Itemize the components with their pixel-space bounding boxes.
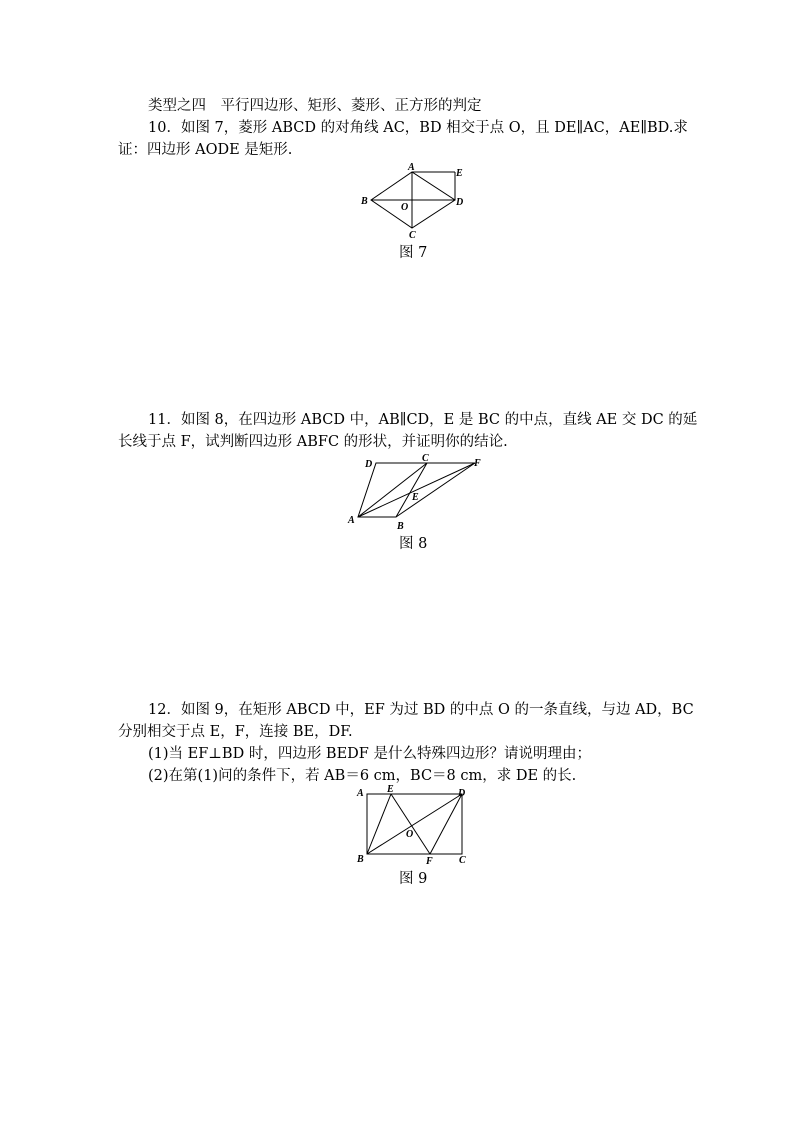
diagonal-bd: [367, 794, 462, 854]
label-b: B: [361, 196, 368, 207]
label-d: D: [365, 459, 373, 470]
label-c: C: [459, 855, 466, 866]
figure-9-caption: 图 9: [399, 871, 428, 887]
problem-10-line-1: 10．如图 7，菱形 ABCD 的对角线 AC，BD 相交于点 O，且 DE∥AC，AE∥BD.求: [148, 120, 688, 136]
label-e: E: [412, 492, 419, 503]
figure-7-rhombus: [355, 160, 475, 240]
segment-bf: [396, 463, 475, 517]
label-b: B: [357, 854, 364, 865]
label-a: A: [408, 162, 415, 173]
label-c: C: [409, 230, 416, 241]
label-f: F: [474, 458, 481, 469]
label-b: B: [397, 521, 404, 532]
label-c: C: [422, 453, 429, 464]
figure-9-rectangle: [350, 782, 480, 868]
figure-7-caption: 图 7: [399, 245, 428, 261]
label-d: D: [456, 197, 464, 208]
section-title: 类型之四 平行四边形、矩形、菱形、正方形的判定: [148, 98, 482, 114]
problem-12-question-2: (2)在第(1)问的条件下，若 AB＝6 cm，BC＝8 cm，求 DE 的长.: [148, 768, 577, 784]
segment-ef: [391, 794, 430, 854]
label-a: A: [348, 515, 355, 526]
figure-8-quadrilateral: [340, 450, 490, 535]
label-d: D: [458, 788, 466, 799]
label-f: F: [426, 856, 433, 867]
problem-11-line-2: 长线于点 F，试判断四边形 ABFC 的形状，并证明你的结论.: [118, 434, 508, 450]
figure-8-caption: 图 8: [399, 536, 428, 552]
segment-be: [367, 794, 391, 854]
segment-df: [430, 794, 462, 854]
problem-11-line-1: 11．如图 8，在四边形 ABCD 中，AB∥CD，E 是 BC 的中点，直线 AE 交 DC 的延: [148, 412, 698, 428]
label-o: O: [406, 829, 414, 840]
label-e: E: [387, 784, 394, 795]
problem-12-line-2: 分别相交于点 E，F，连接 BE，DF.: [118, 724, 353, 740]
problem-12-question-1: (1)当 EF⊥BD 时，四边形 BEDF 是什么特殊四边形？请说明理由；: [148, 746, 591, 762]
problem-12-line-1: 12．如图 9，在矩形 ABCD 中，EF 为过 BD 的中点 O 的一条直线，与边 AD，BC: [148, 702, 694, 718]
problem-10-line-2: 证：四边形 AODE 是矩形.: [118, 142, 293, 158]
label-e: E: [456, 168, 463, 179]
label-o: O: [401, 202, 409, 213]
label-a: A: [357, 788, 364, 799]
